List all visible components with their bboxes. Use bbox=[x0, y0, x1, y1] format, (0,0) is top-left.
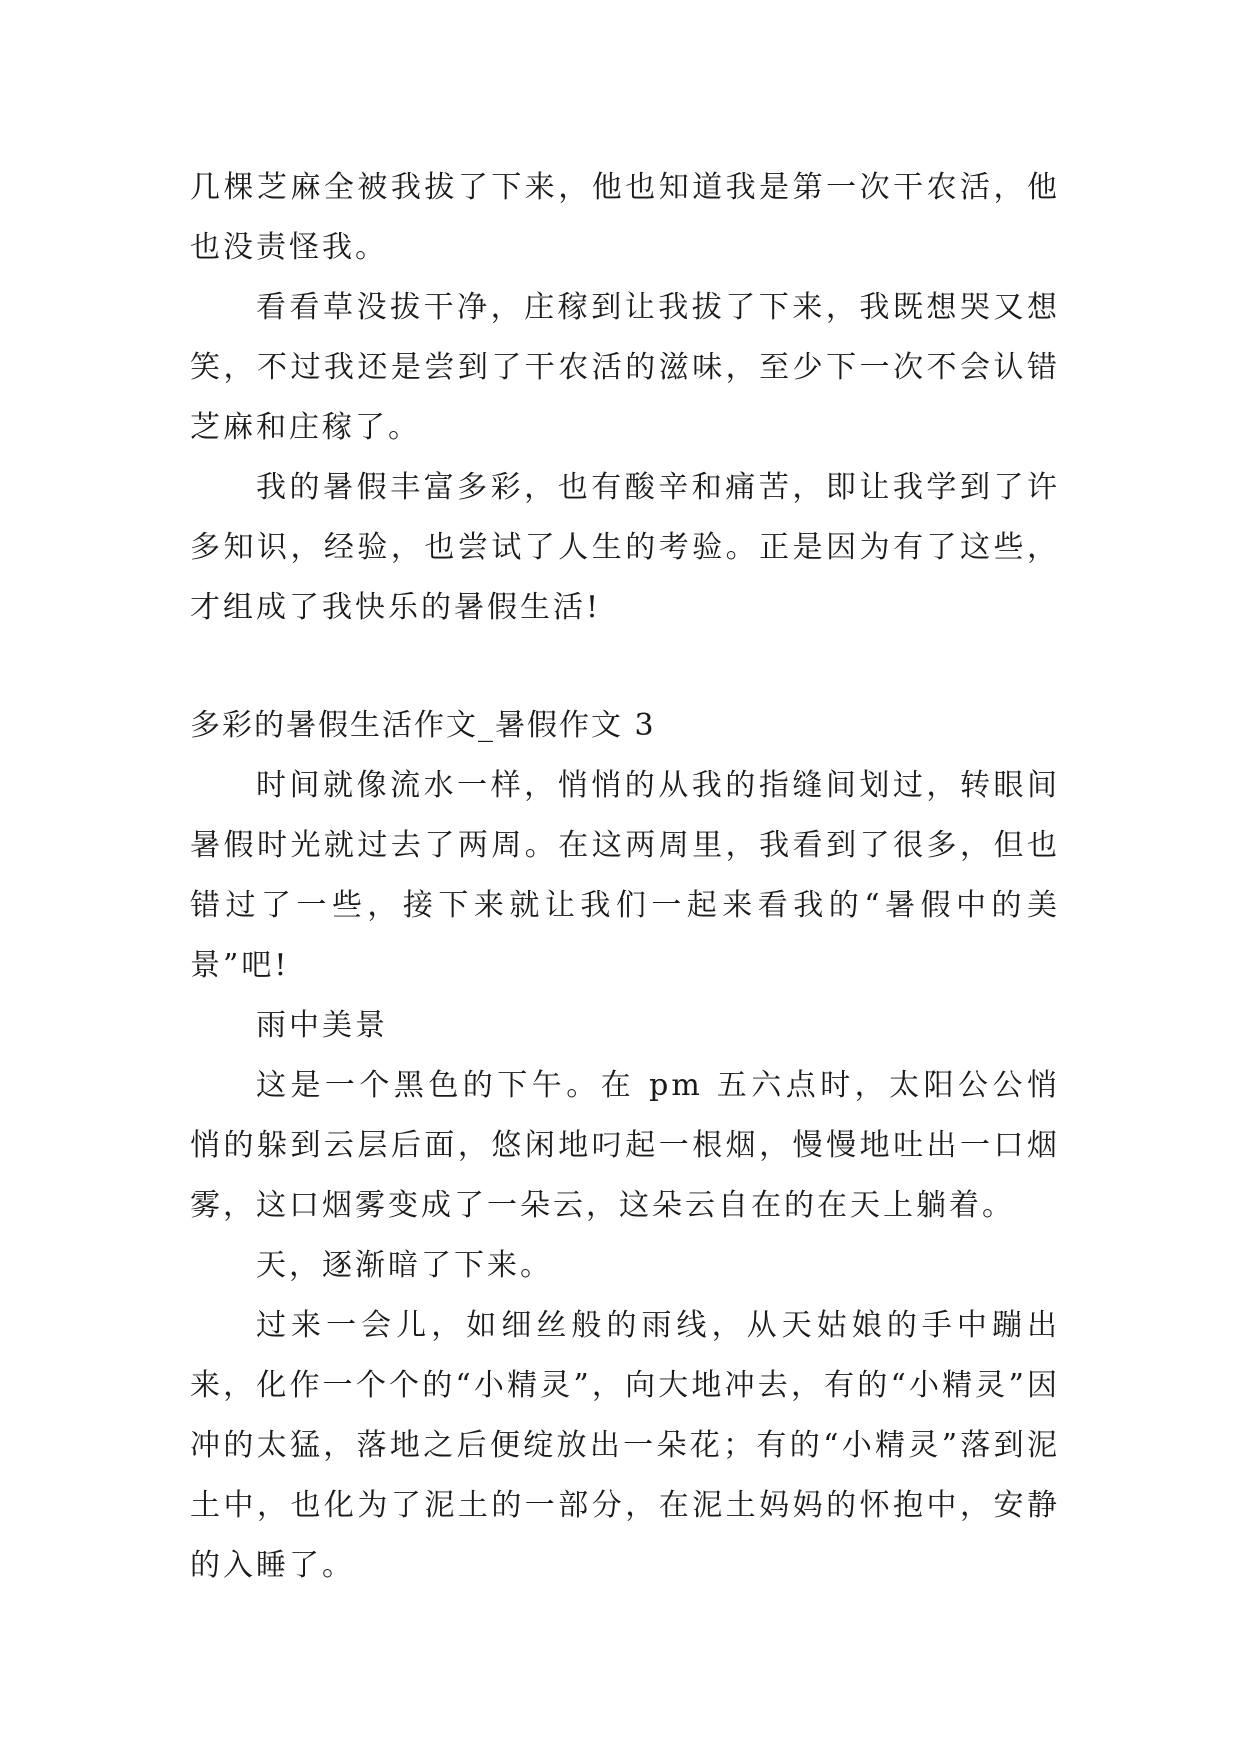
paragraph-intro: 时间就像流水一样，悄悄的从我的指缝间划过，转眼间暑假时光就过去了两周。在这两周里，我看到了很多，但也错过了一些，接下来就让我们一起来看我的“暑假中的美景”吧! bbox=[190, 768, 1060, 983]
paragraph-rain: 过来一会儿，如细丝般的雨线，从天姑娘的手中蹦出来，化作一个个的“小精灵”，向大地冲去，有的“小精灵”因冲的太猛，落地之后便绽放出一朵花；有的“小精灵”落到泥土中，也化为了泥土的一部分，在泥土妈妈的怀抱中，安静的入睡了。 bbox=[190, 1308, 1060, 1583]
paragraph-darkening: 天，逐渐暗了下来。 bbox=[256, 1248, 553, 1283]
section-title: 多彩的暑假生活作文_暑假作文 3 bbox=[190, 708, 656, 743]
document-body bbox=[190, 158, 1060, 1596]
paragraph-afternoon: 这是一个黑色的下午。在 pm 五六点时，太阳公公悄悄的躲到云层后面，悠闲地叼起一根烟，慢慢地吐出一口烟雾，这口烟雾变成了一朵云，这朵云自在的在天上躺着。 bbox=[190, 1068, 1060, 1223]
paragraph-weeding: 看看草没拔干净，庄稼到让我拔了下来，我既想哭又想笑，不过我还是尝到了干农活的滋味，至少下一次不会认错芝麻和庄稼了。 bbox=[190, 290, 1060, 445]
subheading-rain-scene: 雨中美景 bbox=[256, 1008, 388, 1043]
paragraph-summer-summary: 我的暑假丰富多彩，也有酸辛和痛苦，即让我学到了许多知识，经验，也尝试了人生的考验。正是因为有了这些，才组成了我快乐的暑假生活! bbox=[190, 470, 1060, 625]
paragraph-continuation: 几棵芝麻全被我拔了下来，他也知道我是第一次干农活，他也没责怪我。 bbox=[190, 170, 1060, 265]
